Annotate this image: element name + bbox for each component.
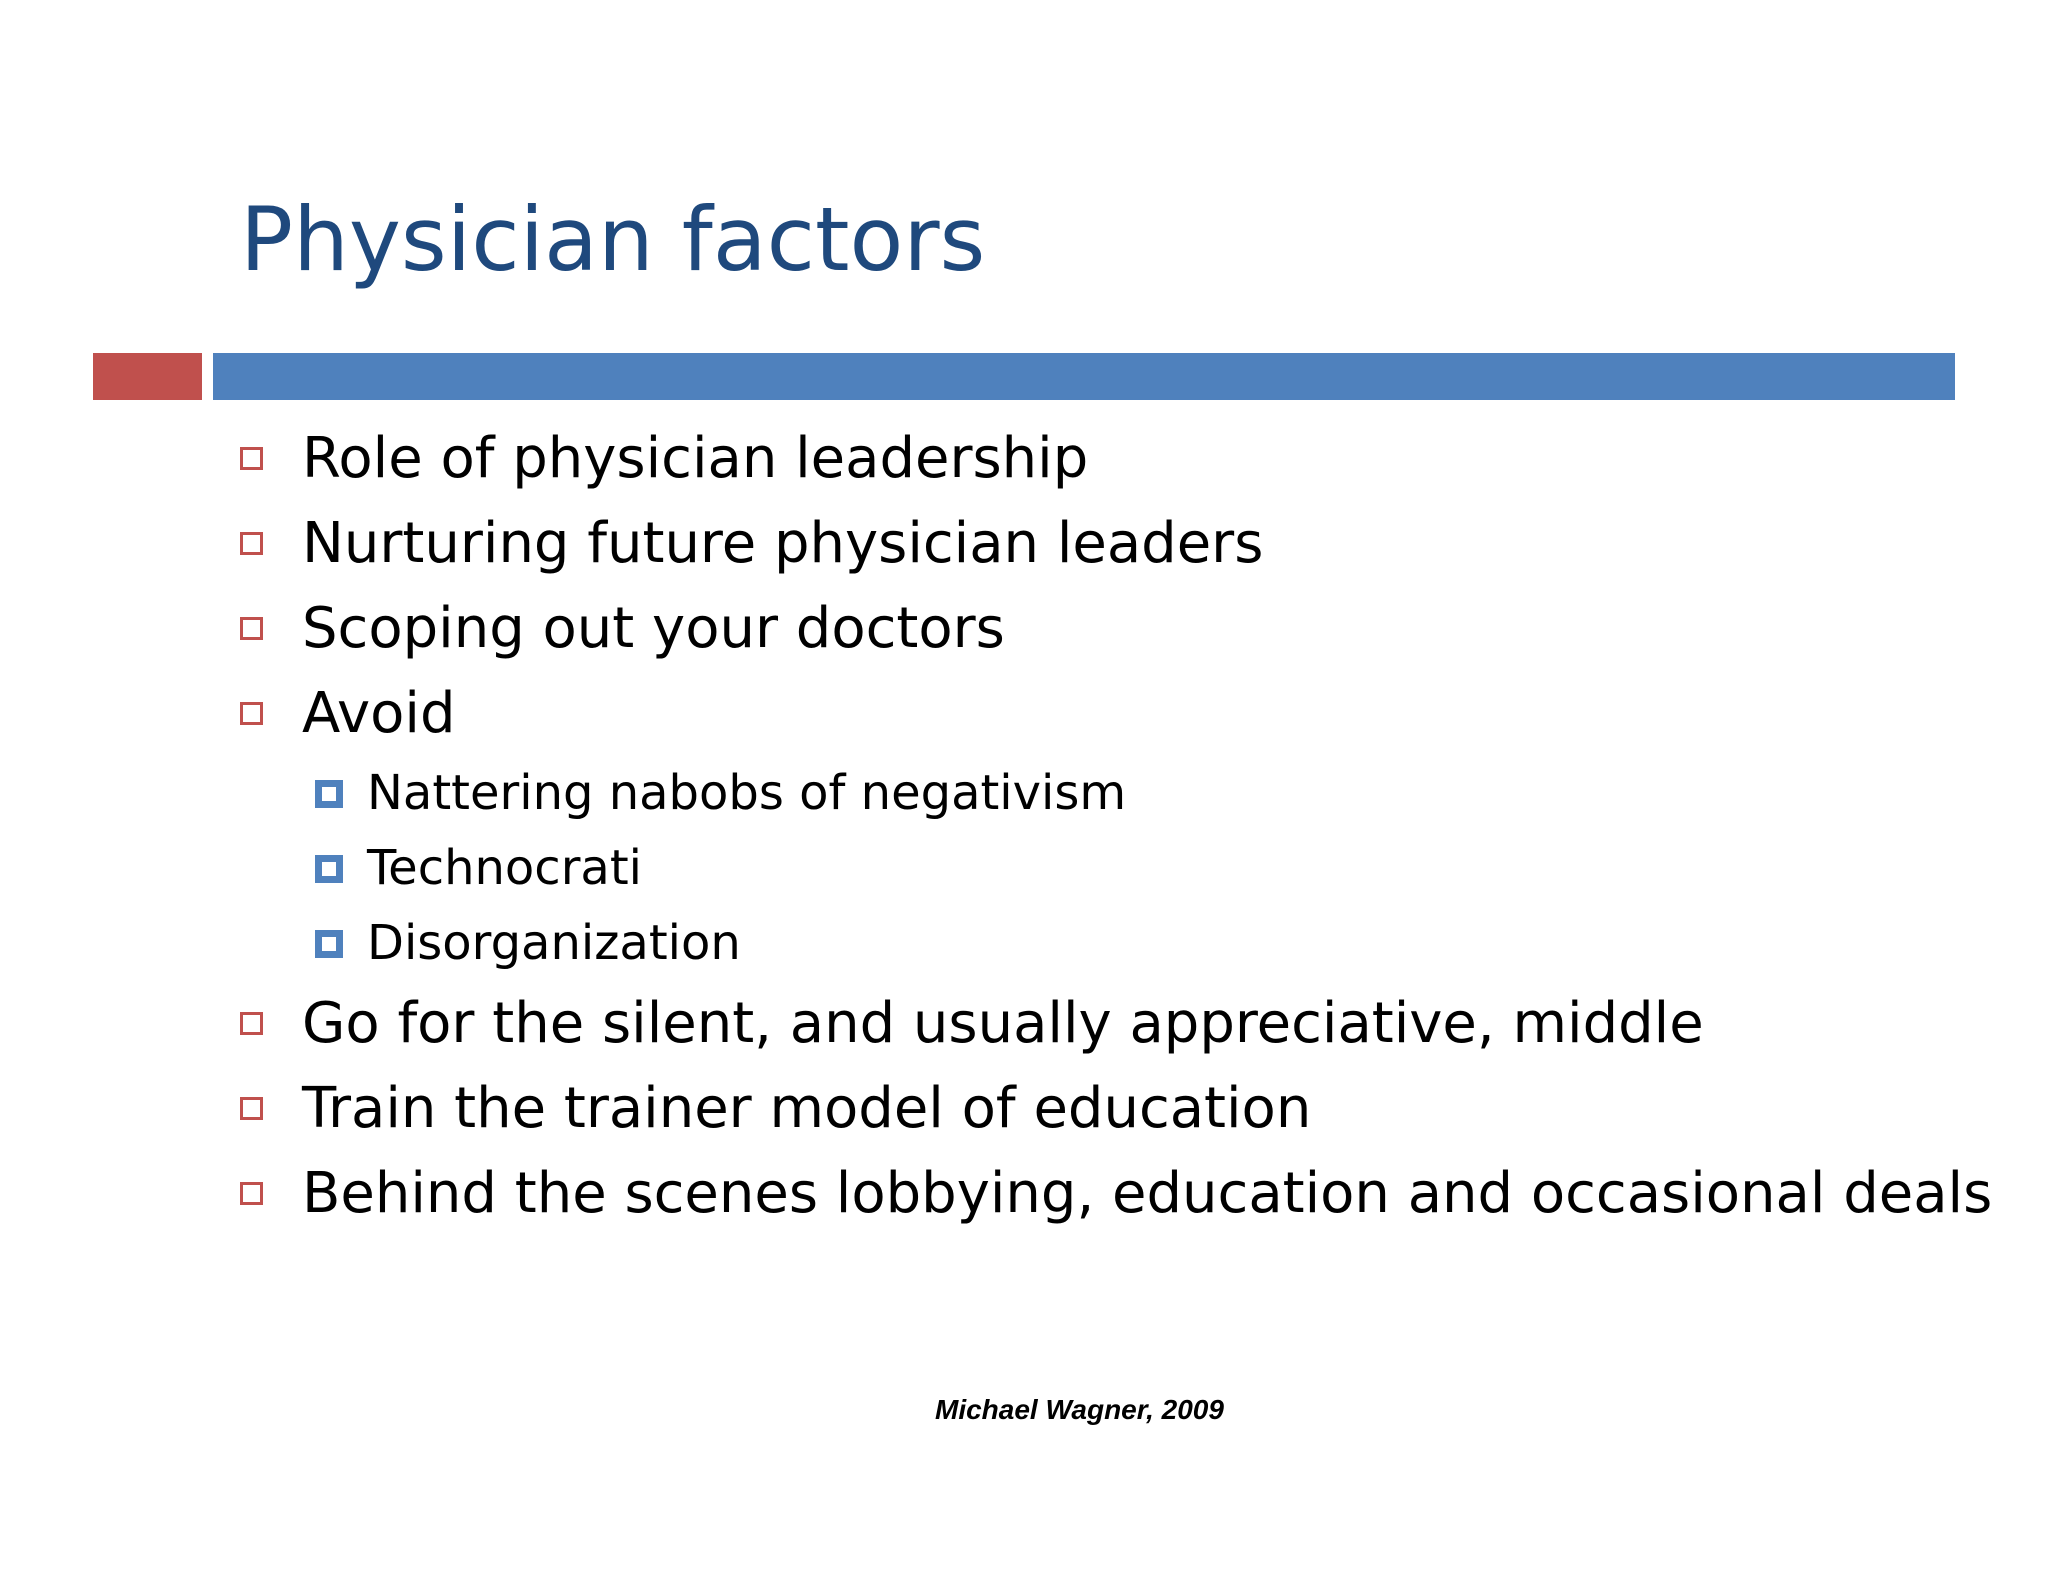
sub-bullet-text: Technocrati — [367, 840, 642, 896]
bullet-text: Avoid — [302, 681, 456, 746]
bullet-text: Train the trainer model of education — [302, 1076, 1312, 1141]
hollow-square-bullet-icon — [240, 447, 263, 470]
hollow-square-bullet-icon — [240, 702, 263, 725]
hollow-square-bullet-icon — [240, 1012, 263, 1035]
blue-square-bullet-icon — [315, 780, 343, 808]
blue-square-bullet-icon — [315, 855, 343, 883]
title-underline-blue-bar — [213, 353, 1955, 400]
hollow-square-bullet-icon — [240, 1097, 263, 1120]
blue-square-bullet-icon — [315, 930, 343, 958]
hollow-square-bullet-icon — [240, 1182, 263, 1205]
slide-title: Physician factors — [240, 188, 986, 291]
bullet-text: Go for the silent, and usually appreciative, middle — [302, 991, 1704, 1056]
sub-bullet-text: Disorganization — [367, 915, 741, 971]
bullet-text: Nurturing future physician leaders — [302, 511, 1264, 576]
bullet-text: Scoping out your doctors — [302, 596, 1005, 661]
hollow-square-bullet-icon — [240, 532, 263, 555]
sub-bullet-text: Nattering nabobs of negativism — [367, 765, 1127, 821]
bullet-text: Role of physician leadership — [302, 426, 1089, 491]
title-underline-red-bar — [93, 353, 202, 400]
citation: Michael Wagner, 2009 — [935, 1394, 1224, 1425]
bullet-text: Behind the scenes lobbying, education and occasional deals — [302, 1161, 1993, 1226]
hollow-square-bullet-icon — [240, 617, 263, 640]
